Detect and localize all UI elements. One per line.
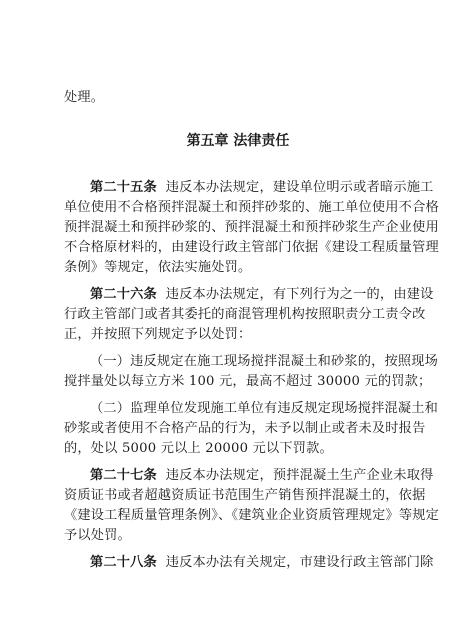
article-25-text: 违反本办法规定，建设单位明示或者暗示施工: [165, 180, 434, 195]
article-28-text: 违反本办法有关规定，市建设行政主管部门除: [165, 555, 434, 570]
article-27-label: 第二十七条: [90, 468, 157, 483]
article-26-line-1: [90, 285, 434, 305]
article-26-item-2-line-2: 砂浆或者使用不合格产品的行为，未予以制止或者未及时报告: [64, 421, 426, 436]
article-27-line-2: 资质证书或者超越资质证书范围生产销售预拌混凝土的，依据: [64, 488, 426, 503]
article-25-label: 第二十五条: [90, 180, 157, 195]
article-26-line-2: 行政主管部门或者其委托的商混管理机构按照职责分工责令改: [64, 307, 426, 322]
article-25-line-4: 不合格原材料的，由建设行政主管部门依据《建设工程质量管理: [64, 240, 439, 255]
article-27-line-4: 予以处罚。: [64, 528, 131, 543]
article-26-line-3: 正，并按照下列规定予以处罚：: [64, 327, 252, 342]
article-25-line-5: 条例》等规定，依法实施处罚。: [64, 260, 252, 275]
article-26-item-2-line-1: （二）监理单位发现施工单位有违反规定现场搅拌混凝土和: [90, 401, 439, 416]
article-27-line-1: [90, 466, 434, 486]
article-26-text: 违反本办法规定，有下列行为之一的，由建设: [165, 287, 434, 302]
article-28-line-1: [90, 553, 434, 573]
paragraph-tail: 处理。: [64, 90, 105, 105]
article-28-label: 第二十八条: [90, 555, 157, 570]
article-25-line-3: 预拌混凝土和预拌砂浆的、预拌混凝土和预拌砂浆生产企业使用: [64, 220, 439, 235]
article-26-label: 第二十六条: [90, 287, 157, 302]
article-26-item-1-line-2: 搅拌量处以每立方米 100 元，最高不超过 30000 元的罚款；: [64, 374, 432, 389]
article-26-item-1-line-1: （一）违反规定在施工现场搅拌混凝土和砂浆的，按照现场: [90, 354, 439, 369]
article-27-text: 违反本办法规定，预拌混凝土生产企业未取得: [165, 468, 434, 483]
article-25-line-2: 单位使用不合格预拌混凝土和预拌砂浆的、施工单位使用不合格: [64, 200, 439, 215]
article-25-line-1: [90, 178, 434, 198]
article-26-item-2-line-3: 的，处以 5000 元以上 20000 元以下罚款。: [64, 441, 333, 456]
article-27-line-3: 《建设工程质量管理条例》、《建筑业企业资质管理规定》等规定: [64, 508, 440, 523]
chapter-title: 第五章 法律责任: [186, 133, 290, 149]
